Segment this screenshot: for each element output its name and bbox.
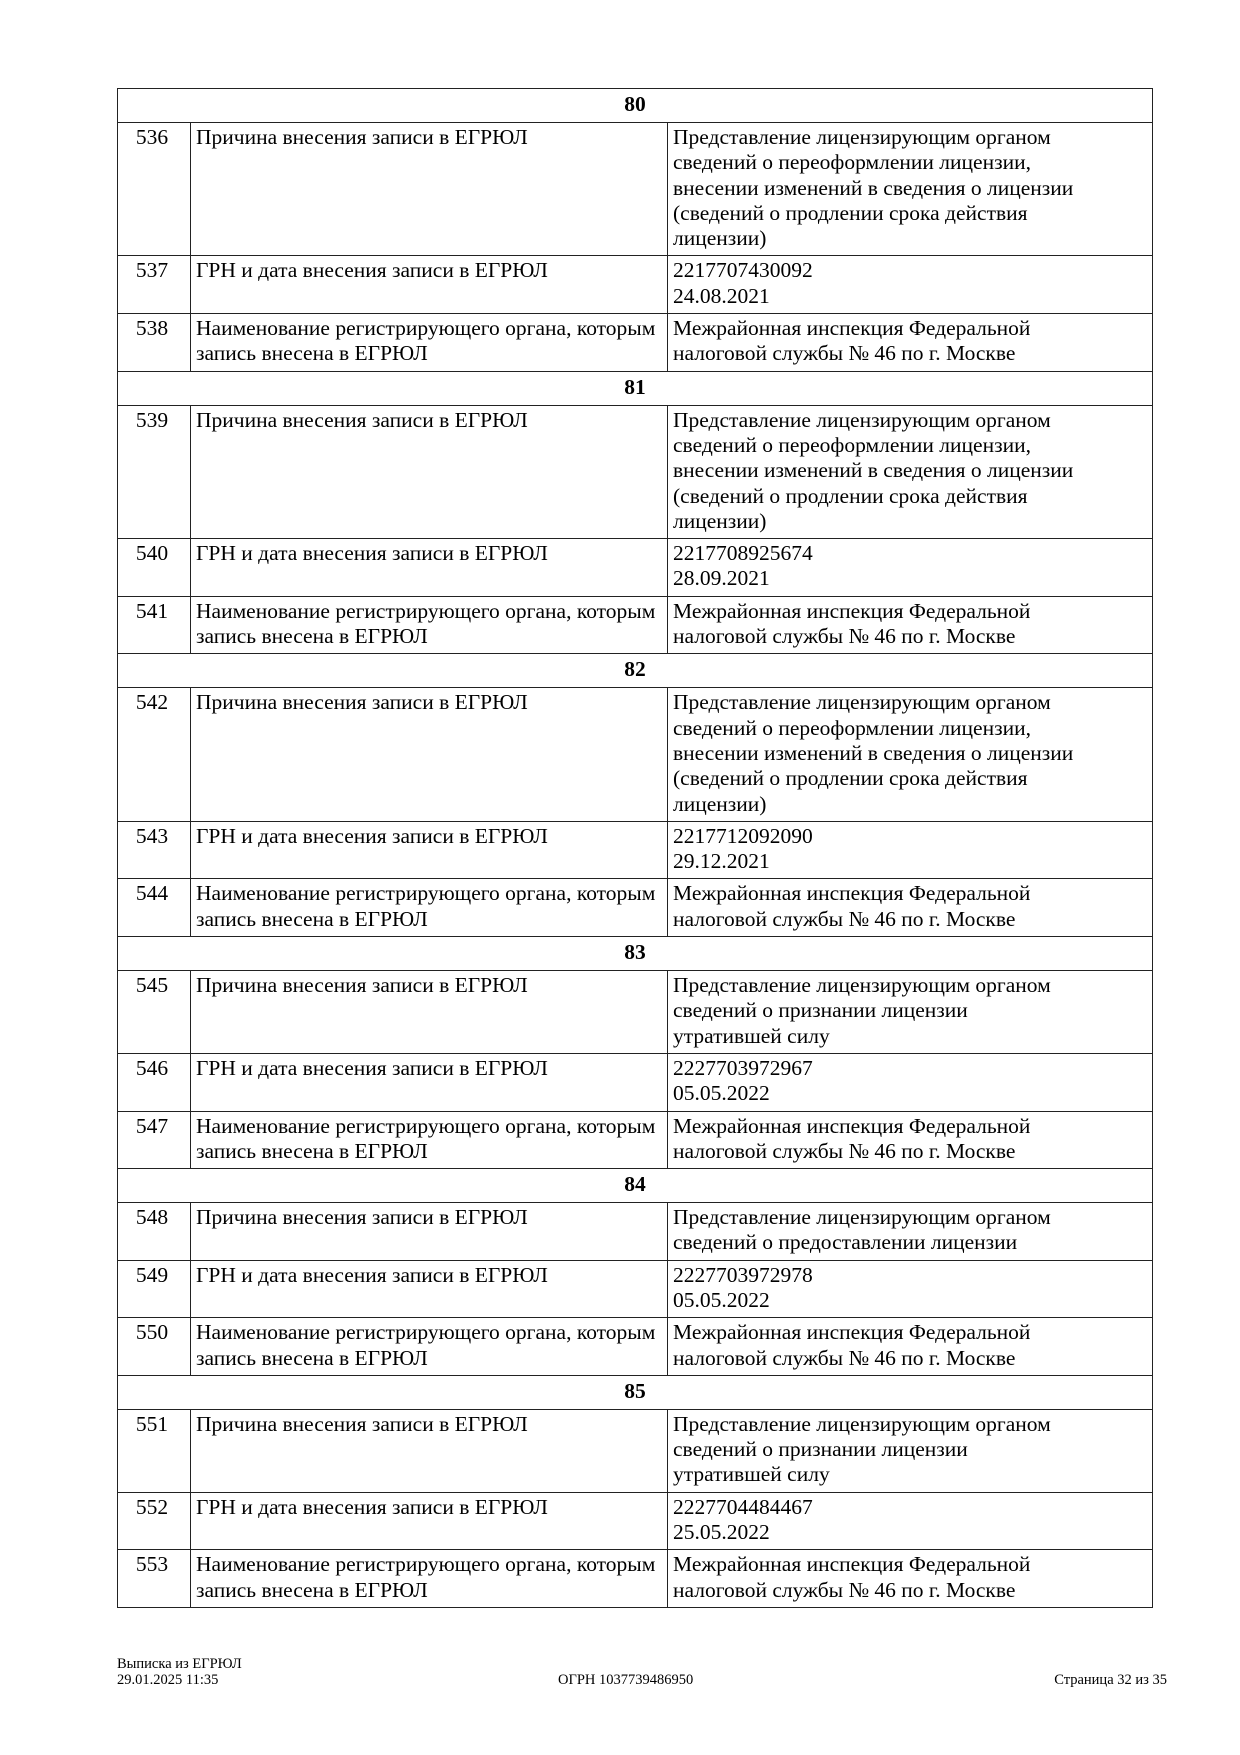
row-number: 550 xyxy=(118,1318,191,1376)
table-body xyxy=(118,89,1153,1608)
field-value-line: налоговой службы № 46 по г. Москве xyxy=(673,1577,1016,1602)
field-value xyxy=(668,405,1153,538)
group-number: 84 xyxy=(118,1169,1153,1203)
field-value-line: Представление лицензирующим органом xyxy=(673,407,1051,432)
field-label: Наименование регистрирующего органа, которым запись внесена в ЕГРЮЛ xyxy=(191,314,668,372)
field-value-line: лицензии) xyxy=(673,226,767,251)
field-value-line: 2217712092090 xyxy=(673,823,813,848)
egrul-records-table xyxy=(117,88,1153,1608)
field-label: ГРН и дата внесения записи в ЕГРЮЛ xyxy=(191,1053,668,1111)
row-number: 541 xyxy=(118,596,191,654)
table-row xyxy=(118,314,1153,372)
group-header-row xyxy=(118,89,1153,123)
footer-datetime: 29.01.2025 11:35 xyxy=(117,1671,219,1688)
field-value-line: 2217708925674 xyxy=(673,541,813,566)
field-value-line: Представление лицензирующим органом xyxy=(673,1411,1051,1436)
field-value-line: Межрайонная инспекция Федеральной xyxy=(673,881,1031,906)
row-number: 540 xyxy=(118,539,191,597)
table-row xyxy=(118,256,1153,314)
field-value xyxy=(668,879,1153,937)
field-value-line: сведений о предоставлении лицензии xyxy=(673,1230,1018,1255)
field-value-line: лицензии) xyxy=(673,791,767,816)
group-number: 80 xyxy=(118,89,1153,123)
footer-doc-title: Выписка из ЕГРЮЛ xyxy=(117,1656,242,1672)
field-value-line: Межрайонная инспекция Федеральной xyxy=(673,1113,1031,1138)
field-value-line: Представление лицензирующим органом xyxy=(673,973,1051,998)
field-label: Причина внесения записи в ЕГРЮЛ xyxy=(191,1409,668,1492)
table-row xyxy=(118,971,1153,1054)
field-value-line: сведений о признании лицензии xyxy=(673,1437,968,1462)
field-value-line: (сведений о продлении срока действия xyxy=(673,483,1028,508)
field-value-line: 24.08.2021 xyxy=(673,283,770,308)
field-value-line: Межрайонная инспекция Федеральной xyxy=(673,598,1031,623)
field-value xyxy=(668,1203,1153,1261)
field-value-line: 05.05.2022 xyxy=(673,1287,770,1312)
field-value-line: 2227704484467 xyxy=(673,1494,813,1519)
field-value-line: налоговой службы № 46 по г. Москве xyxy=(673,906,1016,931)
field-value-line: сведений о переоформлении лицензии, xyxy=(673,432,1031,457)
field-value xyxy=(668,1260,1153,1318)
row-number: 542 xyxy=(118,688,191,821)
field-value-line: Межрайонная инспекция Федеральной xyxy=(673,1552,1031,1577)
field-value-line: внесении изменений в сведения о лицензии xyxy=(673,740,1074,765)
field-value xyxy=(668,1550,1153,1608)
field-value xyxy=(668,314,1153,372)
row-number: 548 xyxy=(118,1203,191,1261)
field-value-line: утратившей силу xyxy=(673,1462,830,1487)
field-value-line: 2227703972978 xyxy=(673,1262,813,1287)
field-value-line: (сведений о продлении срока действия xyxy=(673,200,1028,225)
field-value-line: 2227703972967 xyxy=(673,1055,813,1080)
row-number: 551 xyxy=(118,1409,191,1492)
row-number: 549 xyxy=(118,1260,191,1318)
field-value xyxy=(668,1053,1153,1111)
group-number: 81 xyxy=(118,371,1153,405)
field-label: Наименование регистрирующего органа, которым запись внесена в ЕГРЮЛ xyxy=(191,879,668,937)
table-row xyxy=(118,596,1153,654)
field-value-line: 29.12.2021 xyxy=(673,849,770,874)
group-number: 82 xyxy=(118,654,1153,688)
table-row xyxy=(118,1111,1153,1169)
row-number: 539 xyxy=(118,405,191,538)
field-value xyxy=(668,1318,1153,1376)
row-number: 538 xyxy=(118,314,191,372)
row-number: 544 xyxy=(118,879,191,937)
table-row xyxy=(118,688,1153,821)
group-header-row xyxy=(118,654,1153,688)
table-row xyxy=(118,821,1153,879)
group-header-row xyxy=(118,1169,1153,1203)
field-value xyxy=(668,596,1153,654)
field-label: Причина внесения записи в ЕГРЮЛ xyxy=(191,688,668,821)
group-header-row xyxy=(118,937,1153,971)
field-value-line: 2217707430092 xyxy=(673,258,813,283)
field-value-line: налоговой службы № 46 по г. Москве xyxy=(673,1345,1016,1370)
row-number: 543 xyxy=(118,821,191,879)
field-value-line: 05.05.2022 xyxy=(673,1081,770,1106)
group-number: 83 xyxy=(118,937,1153,971)
field-value-line: утратившей силу xyxy=(673,1023,830,1048)
field-value xyxy=(668,123,1153,256)
field-value-line: 25.05.2022 xyxy=(673,1520,770,1545)
field-label: ГРН и дата внесения записи в ЕГРЮЛ xyxy=(191,821,668,879)
field-value-line: налоговой службы № 46 по г. Москве xyxy=(673,1138,1016,1163)
field-value xyxy=(668,1111,1153,1169)
field-value xyxy=(668,539,1153,597)
field-value xyxy=(668,1409,1153,1492)
table-row xyxy=(118,1318,1153,1376)
field-value-line: Представление лицензирующим органом xyxy=(673,1205,1051,1230)
row-number: 545 xyxy=(118,971,191,1054)
field-value xyxy=(668,1492,1153,1550)
field-label: Наименование регистрирующего органа, которым запись внесена в ЕГРЮЛ xyxy=(191,1318,668,1376)
field-value-line: сведений о признании лицензии xyxy=(673,998,968,1023)
field-value-line: налоговой службы № 46 по г. Москве xyxy=(673,341,1016,366)
field-value xyxy=(668,256,1153,314)
field-label: ГРН и дата внесения записи в ЕГРЮЛ xyxy=(191,539,668,597)
table-row xyxy=(118,1550,1153,1608)
row-number: 553 xyxy=(118,1550,191,1608)
table-row xyxy=(118,405,1153,538)
group-number: 85 xyxy=(118,1375,1153,1409)
field-label: ГРН и дата внесения записи в ЕГРЮЛ xyxy=(191,1260,668,1318)
row-number: 547 xyxy=(118,1111,191,1169)
group-header-row xyxy=(118,1375,1153,1409)
field-value-line: Представление лицензирующим органом xyxy=(673,690,1051,715)
field-label: Наименование регистрирующего органа, которым запись внесена в ЕГРЮЛ xyxy=(191,1550,668,1608)
field-value-line: сведений о переоформлении лицензии, xyxy=(673,715,1031,740)
field-label: ГРН и дата внесения записи в ЕГРЮЛ xyxy=(191,256,668,314)
row-number: 552 xyxy=(118,1492,191,1550)
field-value-line: (сведений о продлении срока действия xyxy=(673,766,1028,791)
field-value-line: Представление лицензирующим органом xyxy=(673,125,1051,149)
table-row xyxy=(118,539,1153,597)
field-value xyxy=(668,688,1153,821)
field-value-line: внесении изменений в сведения о лицензии xyxy=(673,458,1074,483)
field-value-line: Межрайонная инспекция Федеральной xyxy=(673,1320,1031,1345)
table-row xyxy=(118,123,1153,256)
table-row xyxy=(118,1492,1153,1550)
field-label: Причина внесения записи в ЕГРЮЛ xyxy=(191,405,668,538)
field-value-line: 28.09.2021 xyxy=(673,566,770,591)
table-row xyxy=(118,879,1153,937)
row-number: 546 xyxy=(118,1053,191,1111)
table-row xyxy=(118,1053,1153,1111)
table-row xyxy=(118,1260,1153,1318)
field-label: Наименование регистрирующего органа, которым запись внесена в ЕГРЮЛ xyxy=(191,1111,668,1169)
table-row xyxy=(118,1203,1153,1261)
field-label: Причина внесения записи в ЕГРЮЛ xyxy=(191,1203,668,1261)
footer-page-number: Страница 32 из 35 xyxy=(1054,1671,1167,1688)
field-label: Причина внесения записи в ЕГРЮЛ xyxy=(191,123,668,256)
field-value-line: внесении изменений в сведения о лицензии xyxy=(673,175,1074,200)
field-label: Причина внесения записи в ЕГРЮЛ xyxy=(191,971,668,1054)
field-value-line: налоговой службы № 46 по г. Москве xyxy=(673,624,1016,649)
field-value xyxy=(668,821,1153,879)
row-number: 537 xyxy=(118,256,191,314)
table-row xyxy=(118,1409,1153,1492)
row-number: 536 xyxy=(118,123,191,256)
field-value xyxy=(668,971,1153,1054)
field-value-line: лицензии) xyxy=(673,508,767,533)
field-value-line: сведений о переоформлении лицензии, xyxy=(673,150,1031,175)
field-label: ГРН и дата внесения записи в ЕГРЮЛ xyxy=(191,1492,668,1550)
footer-ogrn: ОГРН 1037739486950 xyxy=(558,1671,694,1688)
group-header-row xyxy=(118,371,1153,405)
field-label: Наименование регистрирующего органа, которым запись внесена в ЕГРЮЛ xyxy=(191,596,668,654)
field-value-line: Межрайонная инспекция Федеральной xyxy=(673,316,1031,341)
footer-left xyxy=(117,1657,242,1688)
